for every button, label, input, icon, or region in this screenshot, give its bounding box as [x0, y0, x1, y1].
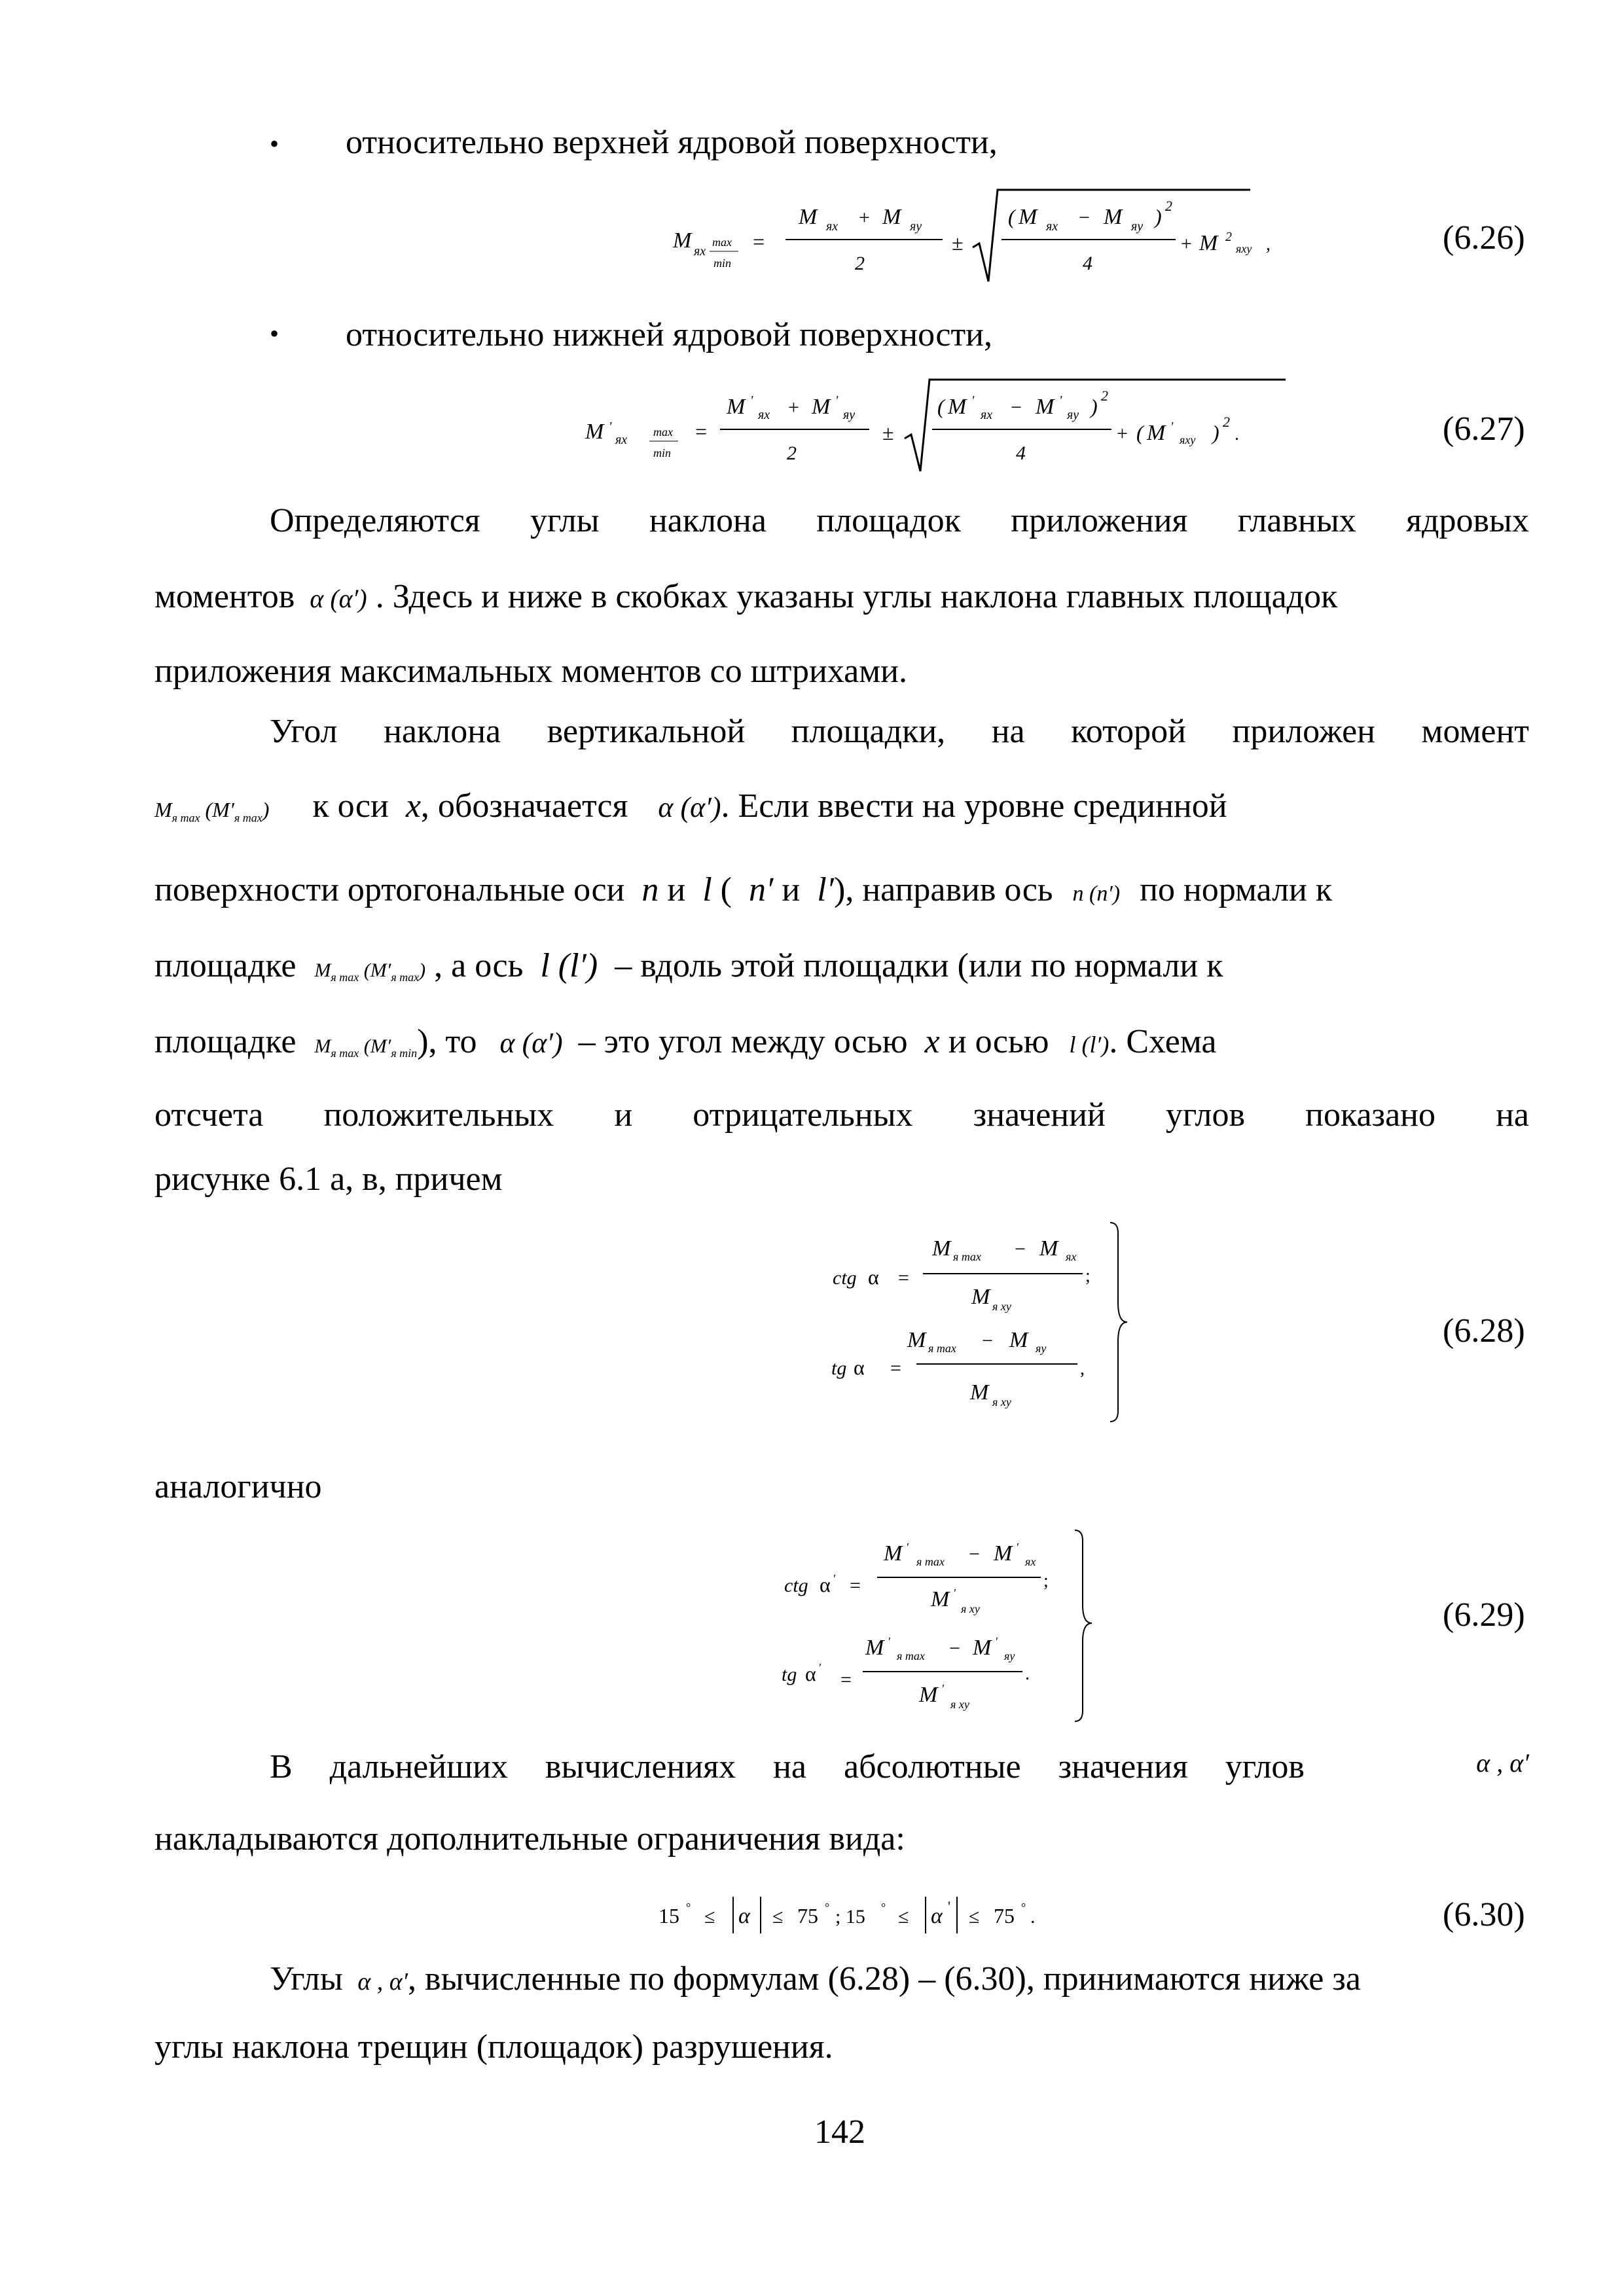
svg-text:−: −	[1079, 207, 1090, 228]
svg-text:=: =	[753, 230, 765, 253]
svg-text:; 15: ; 15	[835, 1906, 865, 1928]
svg-text:': '	[1059, 393, 1062, 408]
svg-text:я xy: я xy	[950, 1698, 969, 1711]
svg-text:яxy: яxy	[1236, 242, 1252, 255]
svg-text:яy: яy	[1036, 1342, 1047, 1355]
paragraph-3-line-2: накладываются дополнительные ограничения вида:	[154, 1820, 905, 1857]
svg-text:α: α	[854, 1355, 865, 1379]
svg-text:min: min	[713, 257, 731, 270]
svg-text:): )	[1091, 395, 1098, 418]
formula-6-29-svg	[779, 1525, 1146, 1734]
svg-text:°: °	[686, 1901, 691, 1914]
svg-text:я xy: я xy	[992, 1395, 1011, 1408]
svg-text:M: M	[884, 1541, 903, 1566]
svg-text:tg: tg	[782, 1664, 797, 1685]
svg-text:2: 2	[787, 442, 797, 464]
formula-6-27	[576, 373, 1309, 478]
svg-text:2: 2	[1225, 230, 1232, 244]
svg-text:−: −	[982, 1330, 993, 1352]
bullet-upper-text: относительно верхней ядровой поверхности,	[346, 124, 998, 161]
svg-text:M: M	[727, 395, 746, 419]
paragraph-2-line-7: рисунке 6.1 а, в, причем	[154, 1160, 503, 1198]
paragraph-2-line-3: поверхности ортогональные оси n и l ( n′ и l′), направив ось n (n′) по нормали к	[154, 871, 1333, 908]
svg-text:α: α	[868, 1265, 879, 1289]
svg-text:4: 4	[1016, 442, 1026, 464]
svg-text:(: (	[1136, 421, 1144, 444]
svg-text:яx: яx	[694, 244, 706, 259]
svg-text:M: M	[971, 1285, 990, 1309]
paragraph-2-line-1: Угол наклона вертикальной площадки, на которой приложен момент	[270, 713, 1529, 750]
svg-text:M: M	[882, 205, 901, 229]
equation-number-6-27: (6.27)	[1443, 410, 1525, 448]
svg-text:': '	[835, 393, 839, 408]
svg-text:,: ,	[1080, 1359, 1085, 1379]
formula-6-26	[655, 183, 1309, 288]
paragraph-1-line-1: Определяются углы наклона площадок приложения главных ядровых	[270, 502, 1529, 539]
svg-text:M: M	[1039, 1236, 1058, 1261]
svg-text:=: =	[850, 1575, 861, 1596]
svg-text:яx: яx	[1025, 1555, 1036, 1568]
svg-text:°: °	[881, 1901, 886, 1914]
svg-text:=: =	[890, 1357, 901, 1379]
svg-text:≤: ≤	[898, 1906, 909, 1928]
svg-text:α: α	[931, 1904, 943, 1928]
paragraph-4-line-2: углы наклона трещин (площадок) разрушения.	[154, 2028, 833, 2066]
svg-text:−: −	[949, 1638, 960, 1659]
svg-text:': '	[948, 1898, 950, 1914]
svg-text:max: max	[712, 236, 732, 249]
equation-number-6-26: (6.26)	[1443, 219, 1525, 257]
svg-text:M: M	[932, 1236, 951, 1261]
formula-6-29	[779, 1525, 1146, 1734]
svg-text:я max: я max	[953, 1250, 981, 1263]
svg-text:яx: яx	[758, 408, 770, 422]
svg-text:яy: яy	[843, 408, 856, 422]
svg-text:): )	[1212, 421, 1219, 444]
m-max-symbol: $M_{я max}$ $(M'_{я max})$	[154, 798, 270, 825]
svg-text:−: −	[1015, 1238, 1026, 1260]
svg-text:я xy: я xy	[992, 1300, 1011, 1313]
svg-text:−: −	[1011, 397, 1022, 418]
svg-text:=: =	[898, 1267, 909, 1289]
svg-text:min: min	[653, 446, 671, 459]
svg-text:M: M	[994, 1541, 1013, 1566]
svg-text:2: 2	[1165, 198, 1172, 214]
svg-text:;: ;	[1085, 1266, 1091, 1286]
svg-text:°: °	[1021, 1901, 1026, 1914]
analog-text: аналогично	[154, 1468, 322, 1505]
svg-text:M: M	[812, 395, 831, 419]
svg-text:ctg: ctg	[784, 1575, 808, 1596]
svg-text:ctg: ctg	[833, 1267, 857, 1289]
svg-text:M: M	[1036, 395, 1055, 419]
formula-6-26-svg	[655, 183, 1309, 288]
svg-text:': '	[1016, 1541, 1019, 1554]
svg-text:': '	[995, 1635, 998, 1648]
paragraph-2-line-2: $M_{я max}$ $(M'_{я max})$ к оси x, обозначается α (α′). Если ввести на уровне срединной	[154, 787, 1227, 825]
svg-text:2: 2	[1223, 414, 1230, 430]
svg-text:M: M	[970, 1380, 989, 1405]
svg-text:': '	[941, 1682, 944, 1695]
svg-text:M: M	[1019, 205, 1038, 229]
svg-text:яx: яx	[615, 433, 628, 447]
svg-text:15: 15	[659, 1904, 679, 1928]
svg-text:+: +	[1181, 233, 1192, 255]
svg-text:≤: ≤	[969, 1906, 980, 1928]
svg-text:я xy: я xy	[961, 1602, 980, 1615]
paragraph-1-line-2: моментов α (α′) . Здесь и ниже в скобках указаны углы наклона главных площадок	[154, 578, 1338, 615]
svg-text:': '	[609, 420, 612, 434]
svg-text:α: α	[738, 1904, 750, 1928]
svg-text:M: M	[919, 1683, 938, 1707]
svg-text:M: M	[865, 1636, 884, 1660]
svg-text:': '	[833, 1572, 835, 1585]
svg-text:(: (	[1008, 205, 1015, 228]
svg-text:°: °	[825, 1901, 830, 1914]
svg-text:±: ±	[882, 421, 894, 444]
svg-text:,: ,	[1266, 234, 1271, 255]
svg-text:яy: яy	[1131, 219, 1144, 234]
svg-text:2: 2	[1101, 387, 1108, 404]
svg-text:max: max	[653, 425, 673, 439]
svg-text:α: α	[805, 1662, 816, 1685]
svg-text:): )	[1155, 205, 1162, 228]
svg-text:яy: яy	[1004, 1649, 1015, 1662]
svg-text:M: M	[1009, 1328, 1028, 1352]
svg-text:я max: я max	[897, 1649, 925, 1662]
svg-text:M: M	[907, 1328, 926, 1352]
paragraph-1-line-3: приложения максимальных моментов со штрихами.	[154, 653, 907, 690]
svg-text:.: .	[1025, 1664, 1030, 1684]
page-number: 142	[814, 2113, 865, 2151]
svg-text:M: M	[673, 228, 692, 253]
svg-text:яy: яy	[910, 219, 922, 234]
svg-text:−: −	[969, 1543, 980, 1565]
svg-text:2: 2	[855, 253, 865, 274]
svg-text:я max: я max	[916, 1555, 945, 1568]
svg-text:+: +	[788, 397, 799, 418]
svg-text:M: M	[1147, 421, 1166, 445]
formula-6-28-svg	[825, 1217, 1152, 1433]
paragraph-2-line-5: площадке $M_{я max}$ $(M'_{я min})$, то α (α′) – это угол между осью x и осью l (l′). Схема	[154, 1023, 1217, 1060]
svg-text:≤: ≤	[772, 1906, 784, 1928]
svg-text:;: ;	[1043, 1571, 1049, 1591]
svg-text:=: =	[840, 1669, 852, 1691]
svg-text:M: M	[585, 420, 604, 444]
svg-text:.: .	[1235, 424, 1239, 444]
svg-text:M: M	[973, 1636, 992, 1660]
bullet-dot: •	[270, 129, 280, 158]
equation-number-6-29: (6.29)	[1443, 1596, 1525, 1634]
svg-text:±: ±	[952, 231, 964, 255]
equation-number-6-28: (6.28)	[1443, 1312, 1525, 1350]
alpha-symbol: α (α′)	[303, 584, 367, 613]
paragraph-3-line-1: В дальнейших вычислениях на абсолютные значения углов α , α′	[270, 1748, 1529, 1785]
svg-text:': '	[971, 393, 975, 408]
svg-text:M: M	[1104, 205, 1123, 229]
paragraph-4-line-1: Углы α , α′, вычисленные по формулам (6.28) – (6.30), принимаются ниже за	[270, 1960, 1361, 1998]
svg-text:': '	[818, 1661, 821, 1674]
svg-text:α: α	[820, 1573, 831, 1596]
svg-text:(: (	[937, 395, 945, 418]
svg-text:яx: яx	[1046, 219, 1058, 234]
svg-text:+: +	[859, 207, 870, 228]
svg-text:яxy: яxy	[1180, 433, 1196, 446]
svg-text:M: M	[948, 395, 967, 419]
svg-text:яx: яx	[1066, 1250, 1077, 1263]
svg-text:75: 75	[994, 1904, 1015, 1928]
svg-text:tg: tg	[831, 1357, 847, 1379]
svg-text:=: =	[695, 420, 708, 443]
svg-text:M: M	[931, 1587, 950, 1611]
svg-text:': '	[750, 393, 753, 408]
svg-text:M: M	[1199, 231, 1218, 255]
svg-text:яx: яx	[826, 219, 839, 234]
svg-text:яx: яx	[981, 408, 993, 422]
bullet-dot: •	[270, 319, 280, 348]
svg-text:M: M	[799, 205, 818, 229]
alpha-pair: α , α′	[351, 1968, 408, 1996]
svg-text:': '	[888, 1635, 890, 1648]
paragraph-2-line-4: площадке $M_{я max}$ $(M'_{я max})$ , а ось l (l′) – вдоль этой площадки (или по нормали к	[154, 947, 1223, 984]
formula-6-30	[652, 1884, 1149, 1943]
svg-text:': '	[953, 1587, 956, 1600]
formula-6-30-svg	[652, 1884, 1149, 1943]
alpha-pair: α , α′	[1476, 1748, 1529, 1778]
svg-text:я max: я max	[928, 1342, 956, 1355]
svg-text:4: 4	[1083, 253, 1092, 274]
formula-6-28	[825, 1217, 1152, 1433]
bullet-lower-text: относительно нижней ядровой поверхности,	[346, 316, 992, 353]
svg-text:.: .	[1030, 1906, 1036, 1928]
svg-text:75: 75	[797, 1904, 818, 1928]
equation-number-6-30: (6.30)	[1443, 1896, 1525, 1933]
formula-6-27-svg	[576, 373, 1309, 478]
svg-text:яy: яy	[1067, 408, 1079, 422]
svg-text:': '	[1170, 420, 1174, 434]
paragraph-2-line-6: отсчета положительных и отрицательных значений углов показано на	[154, 1096, 1529, 1134]
svg-text:+: +	[1117, 423, 1128, 444]
svg-text:': '	[906, 1541, 909, 1554]
svg-text:≤: ≤	[704, 1906, 715, 1928]
